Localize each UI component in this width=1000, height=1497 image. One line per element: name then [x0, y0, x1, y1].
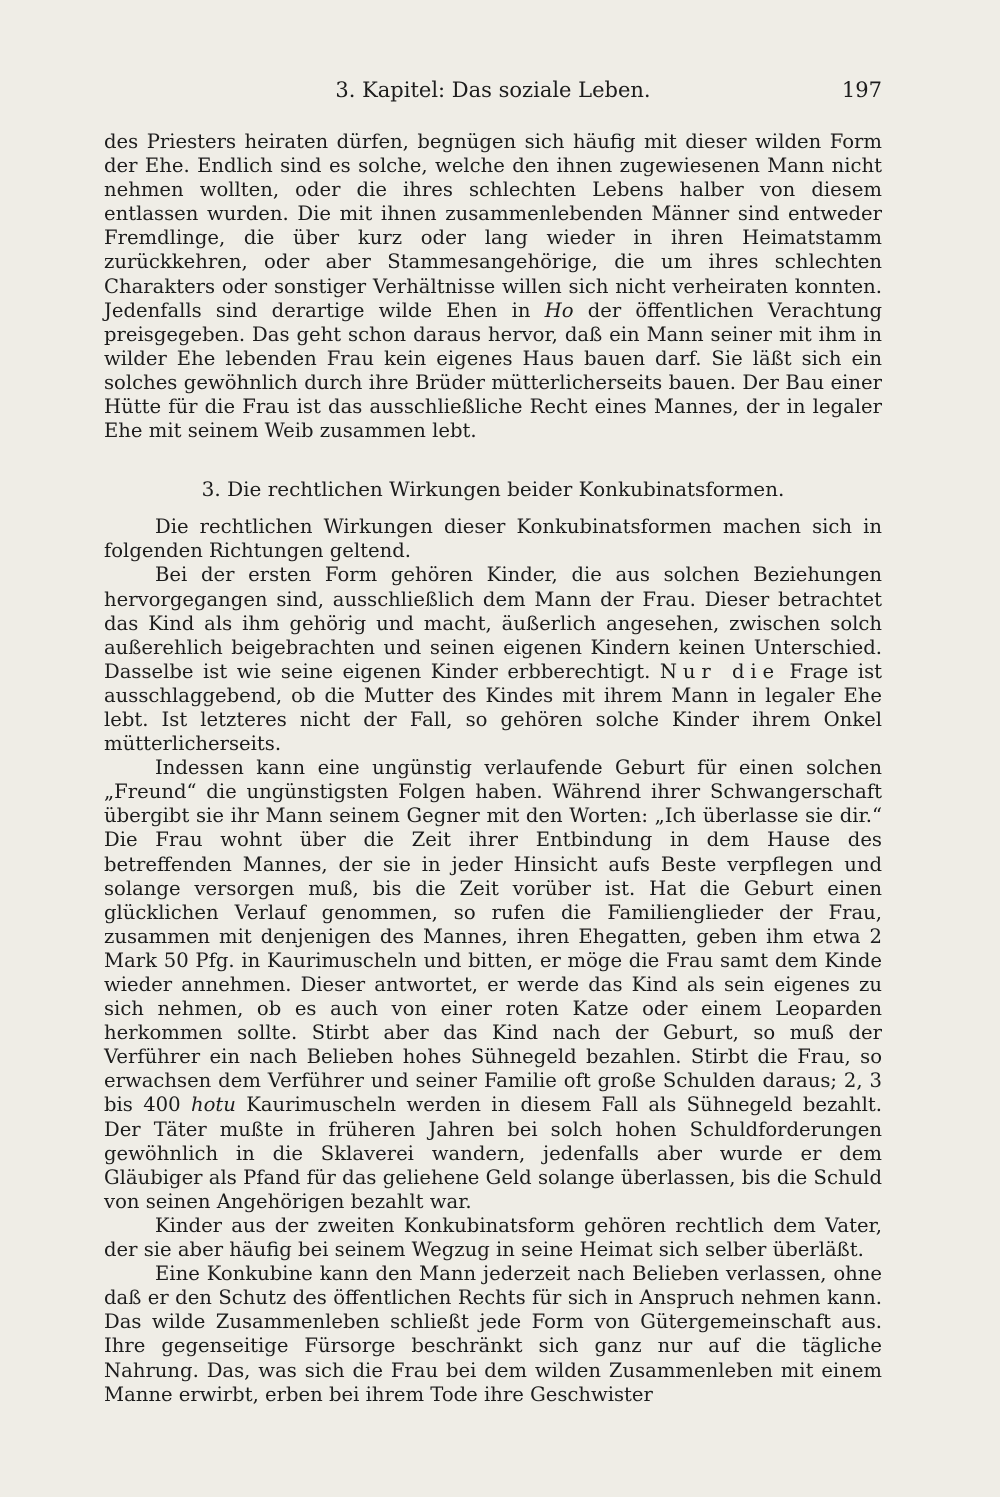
emphasized-spaced-text: Nur die — [659, 659, 781, 683]
text-segment: Bei der ersten Form gehören Kinder, die aus solchen Beziehungen hervorgegangen sind, ausschließlich dem Mann der Frau. Dieser betrachtet das Kind als ihm gehörig und macht, äußerlich angesehen, zwischen solch außerehlich beigebrachten und seinen eigenen Kindern keinen Unterschied. Dasselbe ist wie seine eigenen Kinder erbberechtigt. — [104, 563, 882, 683]
text-segment: Kinder aus der zweiten Konkubinatsform gehören rechtlich dem Vater, der sie aber häufig bei seinem Wegzug in seine Heimat sich selber überläßt. — [104, 1213, 882, 1262]
book-page — [104, 70, 882, 1407]
italic-term: hotu — [190, 1093, 236, 1117]
chapter-title: 3. Kapitel: Das soziale Leben. — [335, 78, 651, 102]
paragraph-p2 — [104, 515, 882, 563]
paragraphs-after-heading — [104, 515, 882, 1406]
text-segment: Indessen kann eine ungünstig verlaufende Geburt für einen solchen „Freund“ die ungünstigsten Folgen haben. Während ihrer Schwangerschaft übergibt sie ihr Mann seinem Gegner mit den Worten: „Ich überlasse sie dir.“ Die Frau wohnt über die Zeit ihrer Entbindung in dem Hause des betreffenden Mannes, der sie in jeder Hinsicht aufs Beste verpflegen und solange versorgen muß, bis die Zeit vorüber ist. Hat die Geburt einen glücklichen Verlauf genommen, so rufen die Familienglieder der Frau, zusammen mit denjenigen des Mannes, ihren Ehegatten, geben ihm etwa 2 Mark 50 Pfg. in Kaurimuscheln und bitten, er möge die Frau samt dem Kinde wieder annehmen. Dieser antwortet, er werde das Kind als sein eigenes zu sich nehmen, ob es auch von einer roten Katze oder einem Leoparden herkommen sollte. Stirbt aber das Kind nach der Geburt, so muß der Verführer ein nach Belieben hohes Sühnegeld bezahlen. Stirbt die Frau, so erwachsen dem Verführer und seiner Familie oft große Schulden daraus; 2, 3 bis 400 — [104, 756, 882, 1117]
body-text — [104, 130, 882, 1407]
paragraph-p1 — [104, 130, 882, 443]
paragraph-p6 — [104, 1262, 882, 1407]
text-segment: Frage ist ausschlaggebend, ob die Mutter des Kindes mit ihrem Mann in legaler Ehe lebt. Ist letzteres nicht der Fall, so gehören solche Kinder ihrem Onkel mütterlicherseits. — [104, 659, 882, 756]
text-segment: Kaurimuscheln werden in diesem Fall als Sühnegeld bezahlt. Der Täter mußte in früheren Jahren bei solch hohen Schuldforderungen gewöhnlich in die Sklaverei wandern, jedenfalls aber wurde er dem Gläubiger als Pfand für das geliehene Geld solange überlassen, bis die Schuld von seinen Angehörigen bezahlt war. — [104, 1093, 882, 1213]
text-segment: Eine Konkubine kann den Mann jederzeit nach Belieben verlassen, ohne daß er den Schutz des öffentlichen Rechts für sich in Anspruch nehmen kann. Das wilde Zusammenleben schließt jede Form von Gütergemeinschaft aus. Ihre gegenseitige Fürsorge beschränkt sich ganz nur auf die tägliche Nahrung. Das, was sich die Frau bei dem wilden Zusammenleben mit einem Manne erwirbt, erben bei ihrem Tode ihre Geschwister — [104, 1262, 882, 1406]
section-heading: 3. Die rechtlichen Wirkungen beider Konkubinatsformen. — [201, 477, 785, 502]
paragraph-p5 — [104, 1214, 882, 1262]
italic-term: Ho — [544, 298, 574, 322]
text-segment: Die rechtlichen Wirkungen dieser Konkubinatsformen machen sich in folgenden Richtungen geltend. — [104, 515, 882, 563]
paragraph-p3 — [104, 563, 882, 756]
text-segment: der öffentlichen Verachtung preisgegeben. Das geht schon daraus hervor, daß ein Mann seiner mit ihm in wilder Ehe lebenden Frau kein eigenes Haus bauen darf. Sie läßt sich ein solches gewöhnlich durch ihre Brüder mütterlicherseits bauen. Der Bau einer Hütte für die Frau ist das ausschließliche Recht eines Mannes, der in legaler Ehe mit seinem Weib zusammen lebt. — [104, 298, 882, 443]
text-segment: des Priesters heiraten dürfen, begnügen sich häufig mit dieser wilden Form der Ehe. Endlich sind es solche, welche den ihnen zugewiesenen Mann nicht nehmen wollten, oder die ihres schlechten Lebens halber von diesem entlassen wurden. Die mit ihnen zusammenlebenden Männer sind entweder Fremdlinge, die über kurz oder lang wieder in ihren Heimatstamm zurückkehren, oder aber Stammesangehörige, die um ihres schlechten Charakters oder sonstiger Verhältnisse willen sich nicht verheiraten konnten. Jedenfalls sind derartige wilde Ehen in — [104, 130, 882, 322]
running-header — [104, 70, 882, 110]
page-number: 197 — [841, 78, 882, 102]
paragraph-p4 — [104, 756, 882, 1214]
paragraphs-before-heading — [104, 130, 882, 443]
